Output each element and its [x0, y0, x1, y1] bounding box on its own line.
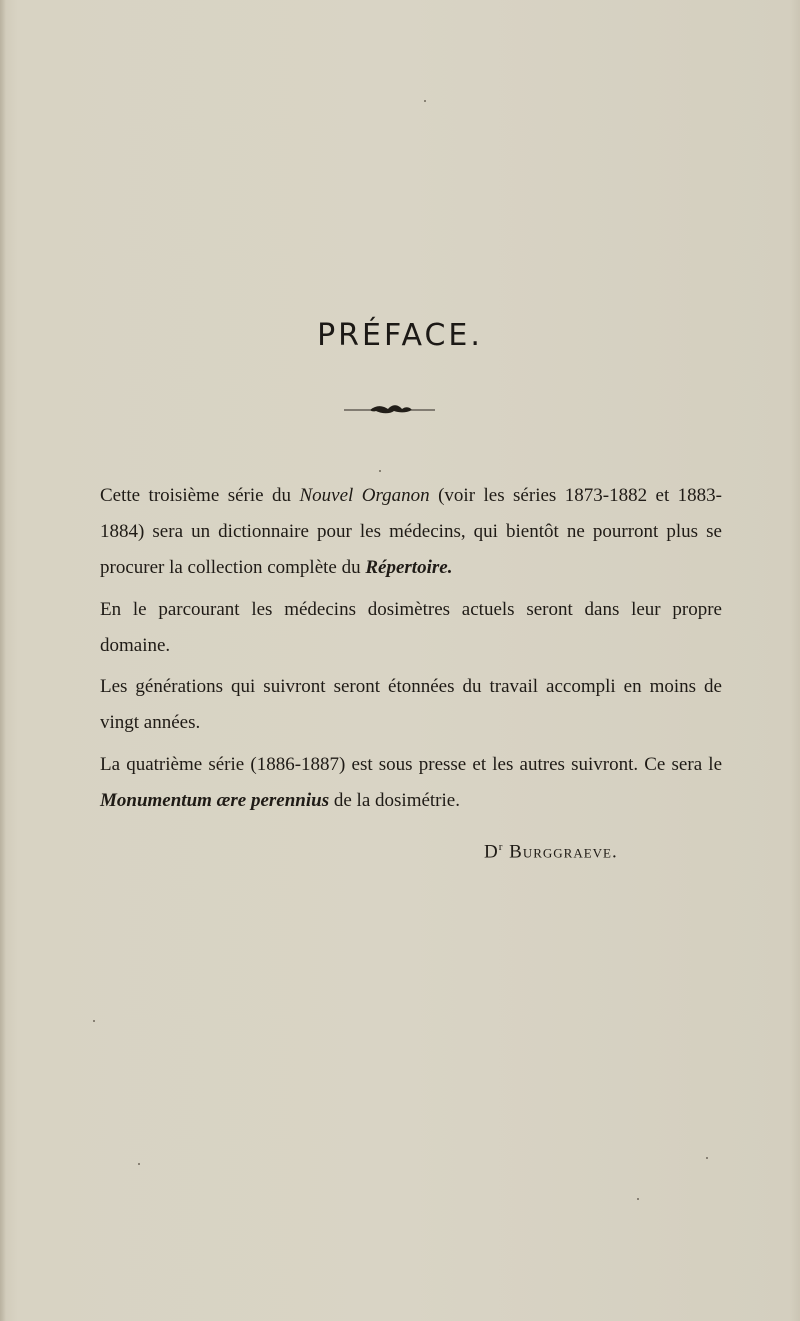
page-title: PRÉFACE.	[317, 318, 483, 353]
paragraph-1	[76, 478, 722, 586]
speck	[706, 1157, 708, 1159]
speck	[138, 1163, 140, 1165]
speck	[379, 470, 381, 472]
signature-prefix: D	[484, 841, 499, 863]
paragraph-4-text-a: La quatrième série (1886-1887) est sous presse et les autres suivront. Ce sera le	[100, 754, 722, 775]
page-spine-shadow	[0, 0, 6, 1321]
signature	[484, 841, 618, 863]
paragraph-4	[76, 747, 722, 819]
title-repertoire: Répertoire.	[365, 557, 453, 578]
paragraph-1-text-b: (voir les séries 1873-1882 et 1883-1884) sera un dictionnaire pour les médecins, qui bientôt ne pourront plus se procurer la collection complète du	[100, 485, 723, 578]
paragraph-1-text-a: Cette troisième série du	[100, 485, 300, 506]
ornament-divider	[342, 401, 437, 417]
signature-superscript: r	[498, 841, 504, 853]
speck	[637, 1198, 639, 1200]
signature-name: Burggraeve.	[509, 841, 618, 863]
paragraph-3: Les générations qui suivront seront étonnées du travail accompli en moins de vingt années.	[100, 676, 722, 733]
title-nouvel-organon: Nouvel Organon	[299, 485, 430, 506]
latin-phrase: Monumentum ære perennius	[100, 790, 330, 811]
paragraph-4-text-b: de la dosimétrie.	[329, 790, 460, 811]
paragraph-2: En le parcourant les médecins dosimètres actuels seront dans leur propre domaine.	[100, 599, 722, 656]
speck	[424, 100, 426, 102]
speck	[93, 1020, 95, 1022]
